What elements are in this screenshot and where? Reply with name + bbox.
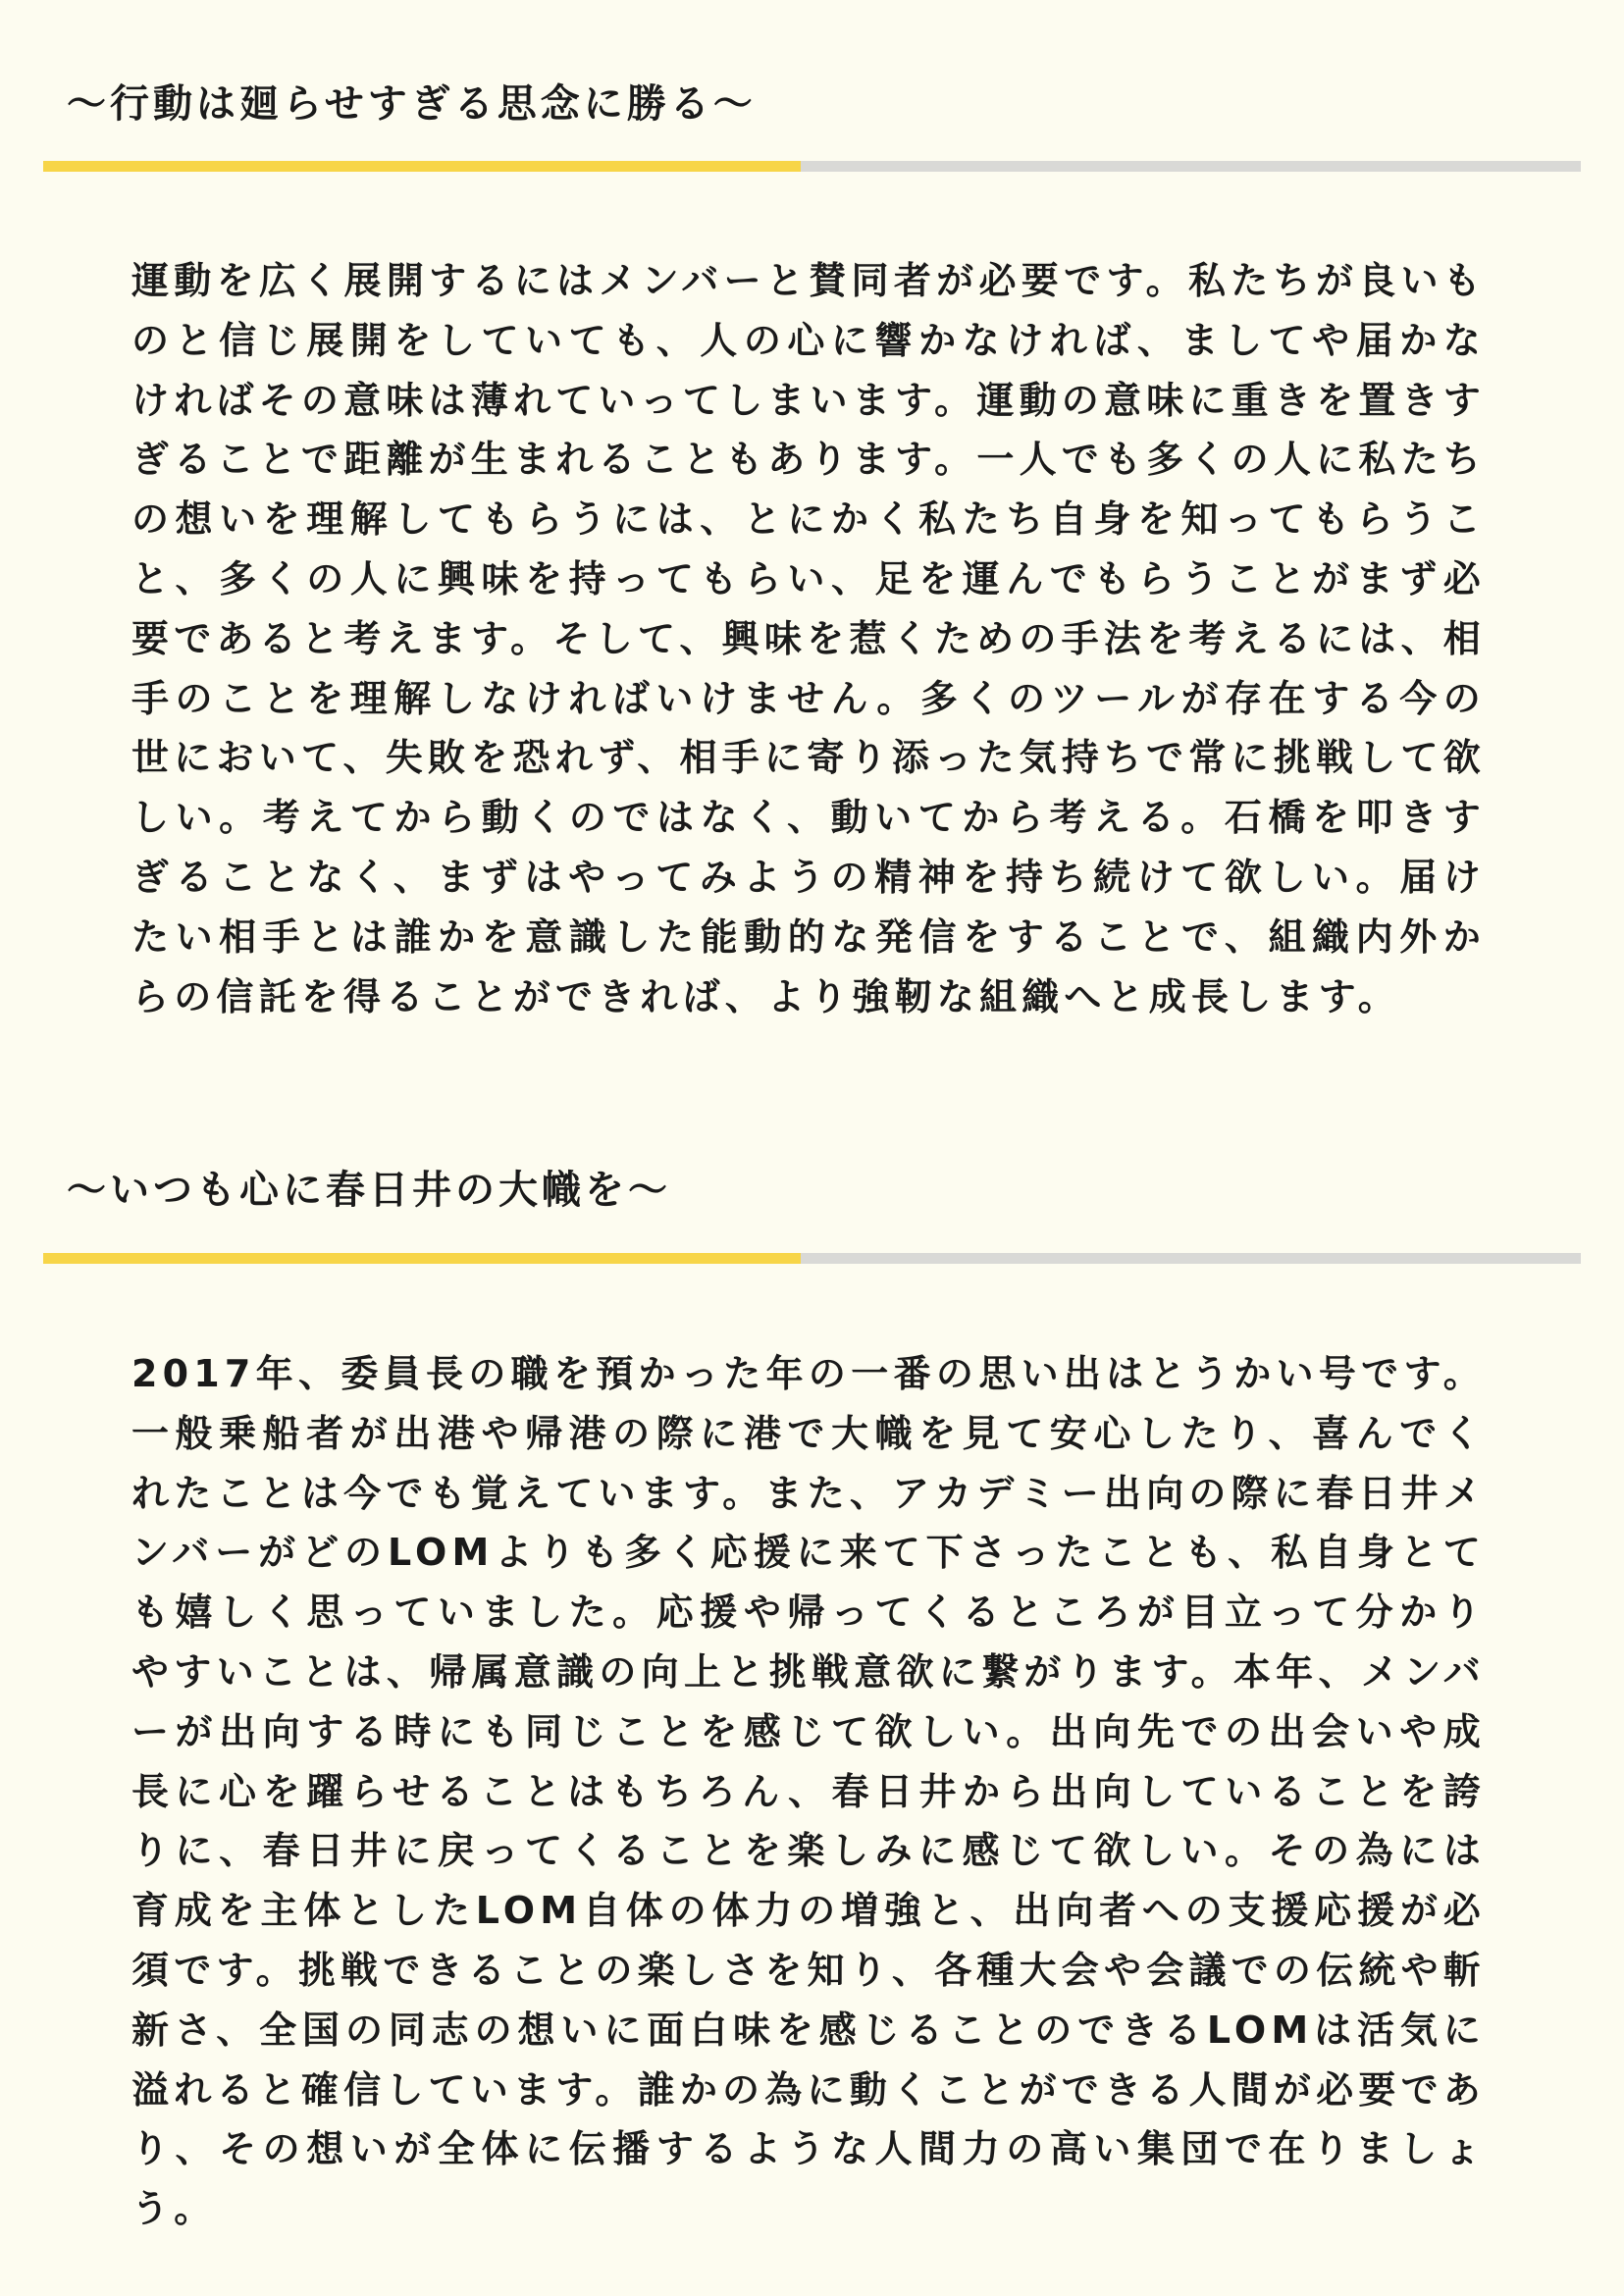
heading-underline: [43, 1253, 1581, 1264]
heading-underline: [43, 161, 1581, 172]
section-heading: 〜行動は廻らせすぎる思念に勝る〜: [67, 81, 757, 127]
section-body-text: 2017年、委員長の職を預かった年の一番の思い出はとうかい号です。一般乗船者が出港や帰港の際に港で大幟を見て安心したり、喜んでくれたことは今でも覚えています。また、アカデミー出向の際に春日井メンバーがどのLOMよりも多く応援に来て下さったことも、私自身とても嬉しく思っていました。応援や帰ってくるところが目立って分かりやすいことは、帰属意識の向上と挑戦意欲に繋がります。本年、メンバーが出向する時にも同じことを感じて欲しい。出向先での出会いや成長に心を躍らせることはもちろん、春日井から出向していることを誇りに、春日井に戻ってくることを楽しみに感じて欲しい。その為には育成を主体としたLOM自体の体力の増強と、出向者への支援応援が必須です。挑戦できることの楽しさを知り、各種大会や会議での伝統や斬新さ、全国の同志の想いに面白味を感じることのできるLOMは活気に溢れると確信しています。誰かの為に動くことができる人間が必要であり、その想いが全体に伝播するような人間力の高い集団で在りましょう。: [131, 1352, 1487, 2231]
section-heading: 〜いつも心に春日井の大幟を〜: [67, 1168, 671, 1213]
heading-underline-accent: [43, 161, 801, 172]
section-body-text: 運動を広く展開するにはメンバーと賛同者が必要です。私たちが良いものと信じ展開をしていても、人の心に響かなければ、ましてや届かなければその意味は薄れていってしまいます。運動の意味に重きを置きすぎることで距離が生まれることもあります。一人でも多くの人に私たちの想いを理解してもらうには、とにかく私たち自身を知ってもらうこと、多くの人に興味を持ってもらい、足を運んでもらうことがまず必要であると考えます。そして、興味を惹くための手法を考えるには、相手のことを理解しなければいけません。多くのツールが存在する今の世において、失敗を恐れず、相手に寄り添った気持ちで常に挑戦して欲しい。考えてから動くのではなく、動いてから考える。石橋を叩きすぎることなく、まずはやってみようの精神を持ち続けて欲しい。届けたい相手とは誰かを意識した能動的な発信をすることで、組織内外からの信託を得ることができれば、より強靭な組織へと成長します。: [131, 259, 1487, 1018]
heading-underline-accent: [43, 1253, 801, 1264]
